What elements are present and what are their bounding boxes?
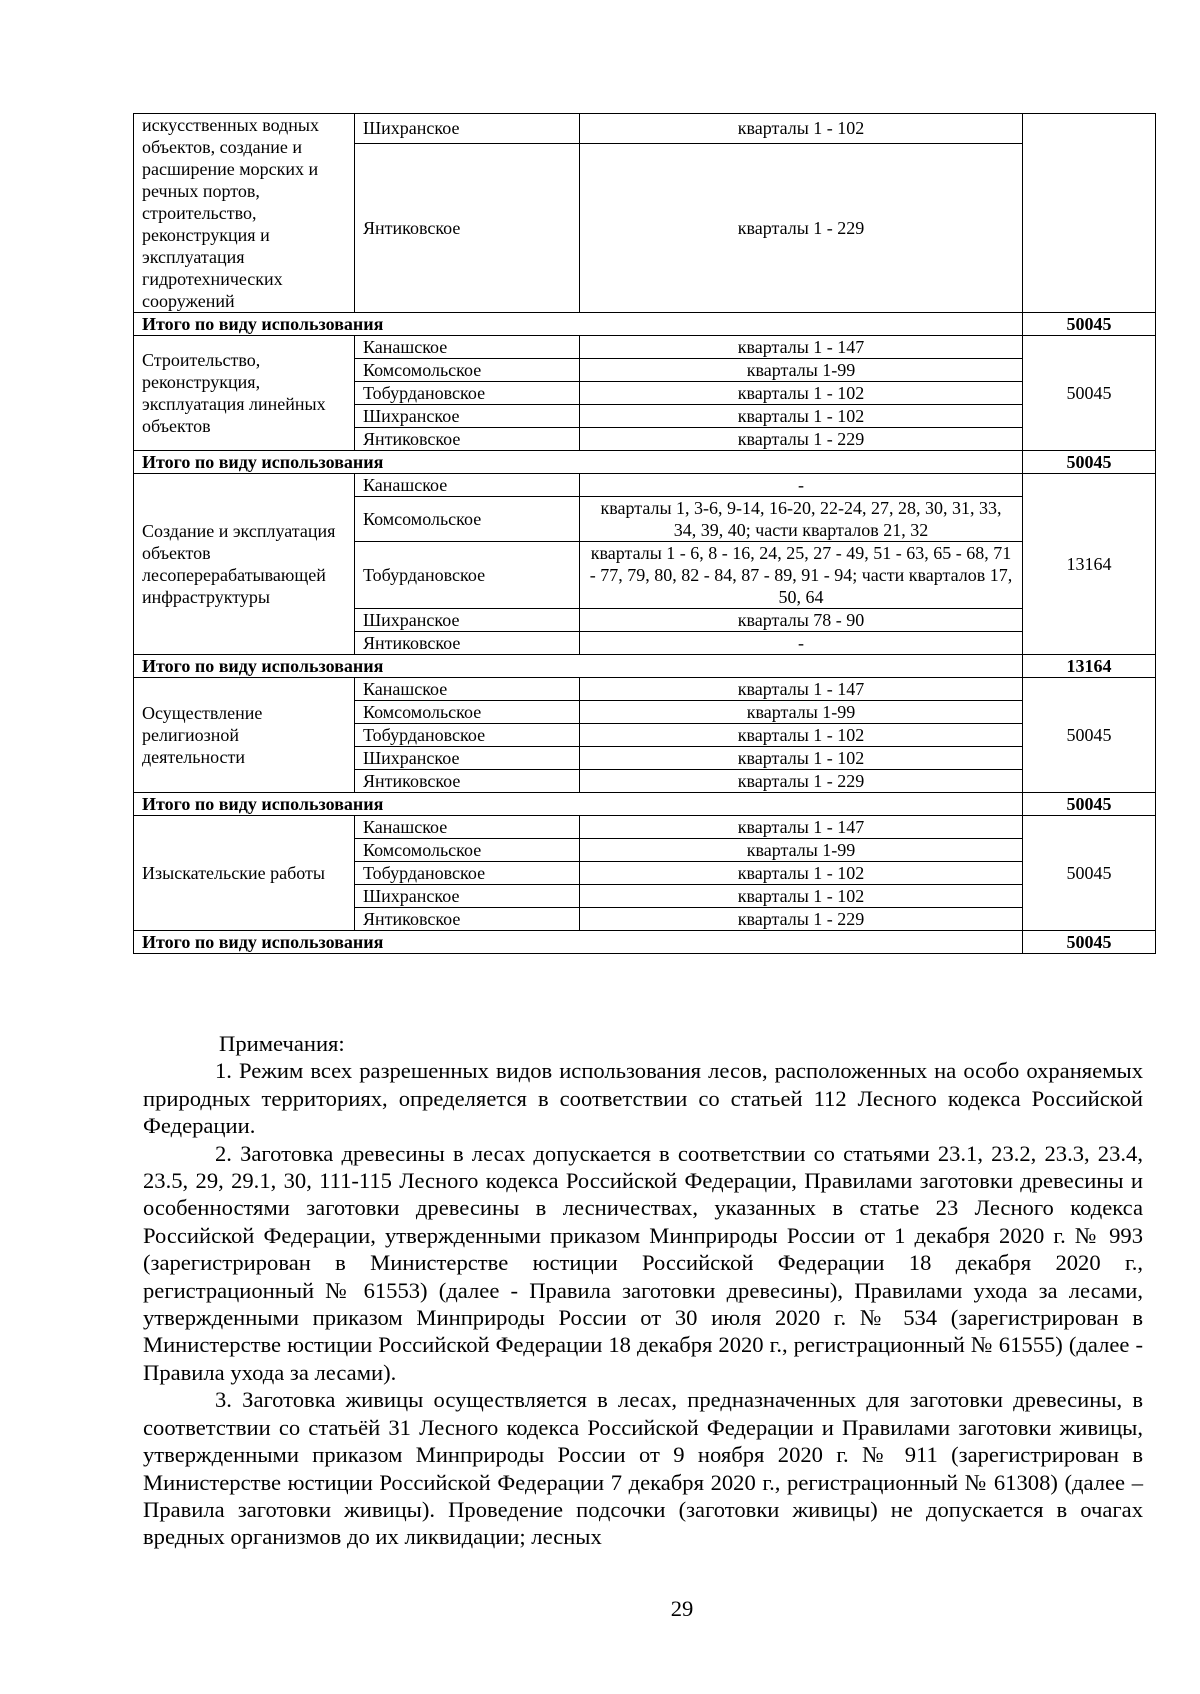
use-type-cell: искусственных водных объектов, создание и расширение морских и речных портов, строительство, реконструкция и эксплуатация гидротехнических сооружений bbox=[134, 114, 355, 313]
forestry-cell: Янтиковское bbox=[355, 632, 580, 655]
forestry-cell: Комсомольское bbox=[355, 839, 580, 862]
quarters-cell: кварталы 1 - 102 bbox=[580, 747, 1023, 770]
table-body bbox=[134, 114, 1156, 954]
forestry-cell: Янтиковское bbox=[355, 143, 580, 312]
total-row bbox=[134, 451, 1156, 474]
forestry-cell: Янтиковское bbox=[355, 770, 580, 793]
quarters-cell: кварталы 1 - 147 bbox=[580, 816, 1023, 839]
total-value: 13164 bbox=[1023, 655, 1156, 678]
forestry-cell: Тобурдановское bbox=[355, 724, 580, 747]
area-cell: 50045 bbox=[1023, 336, 1156, 451]
total-label: Итого по виду использования bbox=[134, 313, 1023, 336]
quarters-cell: кварталы 1 - 102 bbox=[580, 405, 1023, 428]
forestry-cell: Янтиковское bbox=[355, 428, 580, 451]
quarters-cell: кварталы 1 - 229 bbox=[580, 143, 1023, 312]
forestry-cell: Канашское bbox=[355, 678, 580, 701]
total-value: 50045 bbox=[1023, 793, 1156, 816]
note-item-1: 1. Режим всех разрешенных видов использования лесов, расположенных на особо охраняемых природных территориях, определяется в соответствии со статьей 112 Лесного кодекса Российской Федерации. bbox=[143, 1058, 1143, 1139]
table-row bbox=[134, 474, 1156, 497]
quarters-cell: кварталы 1-99 bbox=[580, 839, 1023, 862]
quarters-cell: кварталы 1, 3-6, 9-14, 16-20, 22-24, 27, 28, 30, 31, 33, 34, 39, 40; части кварталов 21, 32 bbox=[580, 497, 1023, 542]
total-row bbox=[134, 655, 1156, 678]
total-value: 50045 bbox=[1023, 451, 1156, 474]
quarters-cell: кварталы 1 - 102 bbox=[580, 724, 1023, 747]
forestry-cell: Комсомольское bbox=[355, 701, 580, 724]
quarters-cell: кварталы 1 - 102 bbox=[580, 114, 1023, 144]
total-row bbox=[134, 793, 1156, 816]
forestry-cell: Канашское bbox=[355, 816, 580, 839]
notes-section bbox=[143, 1030, 1143, 1551]
area-cell: 50045 bbox=[1023, 678, 1156, 793]
total-value: 50045 bbox=[1023, 931, 1156, 954]
quarters-cell: кварталы 1 - 6, 8 - 16, 24, 25, 27 - 49, 51 - 63, 65 - 68, 71 - 77, 79, 80, 82 - 84, 87 - 89, 91 - 94; части кварталов 17, 50, 64 bbox=[580, 542, 1023, 609]
forestry-cell: Тобурдановское bbox=[355, 382, 580, 405]
forestry-cell: Тобурдановское bbox=[355, 862, 580, 885]
forestry-cell: Комсомольское bbox=[355, 359, 580, 382]
total-label: Итого по виду использования bbox=[134, 655, 1023, 678]
forestry-cell: Тобурдановское bbox=[355, 542, 580, 609]
total-row bbox=[134, 313, 1156, 336]
forestry-cell: Комсомольское bbox=[355, 497, 580, 542]
forest-use-table bbox=[133, 113, 1156, 954]
quarters-cell: кварталы 1 - 102 bbox=[580, 885, 1023, 908]
total-value: 50045 bbox=[1023, 313, 1156, 336]
total-label: Итого по виду использования bbox=[134, 793, 1023, 816]
forestry-cell: Шихранское bbox=[355, 405, 580, 428]
note-item-3: 3. Заготовка живицы осуществляется в лесах, предназначенных для заготовки древесины, в соответствии со статьёй 31 Лесного кодекса Российской Федерации и Правилами заготовки живицы, утвержденными приказом Минприроды России от 9 ноября 2020 г. № 911 (зарегистрирован в Министерстве юстиции Российской Федерации 7 декабря 2020 г., регистрационный № 61308) (далее – Правила заготовки живицы). Проведение подсочки (заготовки живицы) не допускается в очагах вредных организмов до их ликвидации; лесных bbox=[143, 1387, 1143, 1550]
quarters-cell: кварталы 1 - 147 bbox=[580, 678, 1023, 701]
page-number: 29 bbox=[670, 1596, 694, 1621]
note-item-2: 2. Заготовка древесины в лесах допускается в соответствии со статьями 23.1, 23.2, 23.3, 23.4, 23.5, 29, 29.1, 30, 111-115 Лесного кодекса Российской Федерации, Правилами заготовки древесины и особенностями заготовки древесины в лесничествах, указанных в статье 23 Лесного кодекса Российской Федерации, утвержденными приказом Минприроды России от 1 декабря 2020 г. № 993 (зарегистрирован в Министерстве юстиции Российской Федерации 18 декабря 2020 г., регистрационный № 61553) (далее - Правила заготовки древесины), Правилами ухода за лесами, утвержденными приказом Минприроды России от 30 июля 2020 г. № 534 (зарегистрирован в Министерстве юстиции Российской Федерации 18 декабря 2020 г., регистрационный № 61555) (далее - Правила ухода за лесами). bbox=[143, 1140, 1143, 1385]
forestry-cell: Канашское bbox=[355, 474, 580, 497]
table-row bbox=[134, 336, 1156, 359]
forestry-cell: Янтиковское bbox=[355, 908, 580, 931]
quarters-cell: кварталы 1 - 229 bbox=[580, 428, 1023, 451]
quarters-cell: - bbox=[580, 474, 1023, 497]
notes-header: Примечания: bbox=[219, 1031, 345, 1056]
quarters-cell: кварталы 1 - 229 bbox=[580, 908, 1023, 931]
quarters-cell: кварталы 1 - 229 bbox=[580, 770, 1023, 793]
quarters-cell: кварталы 1-99 bbox=[580, 701, 1023, 724]
table-row bbox=[134, 678, 1156, 701]
use-type-cell: Строительство, реконструкция, эксплуатация линейных объектов bbox=[134, 336, 355, 451]
use-type-cell: Осуществление религиозной деятельности bbox=[134, 678, 355, 793]
use-type-cell: Изыскательские работы bbox=[134, 816, 355, 931]
forestry-cell: Канашское bbox=[355, 336, 580, 359]
table-row bbox=[134, 114, 1156, 144]
total-label: Итого по виду использования bbox=[134, 451, 1023, 474]
quarters-cell: кварталы 78 - 90 bbox=[580, 609, 1023, 632]
quarters-cell: кварталы 1 - 147 bbox=[580, 336, 1023, 359]
quarters-cell: кварталы 1 - 102 bbox=[580, 382, 1023, 405]
total-label: Итого по виду использования bbox=[134, 931, 1023, 954]
area-cell: 13164 bbox=[1023, 474, 1156, 655]
forestry-cell: Шихранское bbox=[355, 114, 580, 144]
forestry-cell: Шихранское bbox=[355, 609, 580, 632]
quarters-cell: - bbox=[580, 632, 1023, 655]
area-cell: 50045 bbox=[1023, 816, 1156, 931]
quarters-cell: кварталы 1-99 bbox=[580, 359, 1023, 382]
table-row bbox=[134, 816, 1156, 839]
quarters-cell: кварталы 1 - 102 bbox=[580, 862, 1023, 885]
use-type-cell: Создание и эксплуатация объектов лесоперерабатывающей инфраструктуры bbox=[134, 474, 355, 655]
forestry-cell: Шихранское bbox=[355, 885, 580, 908]
area-cell bbox=[1023, 114, 1156, 313]
total-row bbox=[134, 931, 1156, 954]
forestry-cell: Шихранское bbox=[355, 747, 580, 770]
